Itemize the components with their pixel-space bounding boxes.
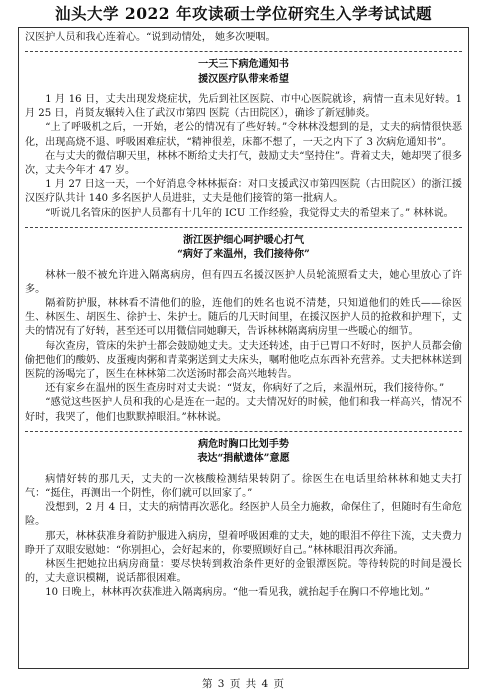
- section-title-line: 浙江医护细心呵护暖心打气: [182, 234, 305, 246]
- intro-line: 汉医护人员和我心连着心。“说到动情处， 她多次哽咽。: [25, 32, 276, 43]
- paragraph: 10 日晚上，林林再次获准进入隔离病房。“他一看见我，就抬起手在胸口不停地比划。”: [45, 587, 430, 599]
- paragraph: 每次查房，管床的朱护士都会鼓励她丈夫。丈夫还转述，由于已胃口不好时，医护人员都会偷偷把他们的酸奶、皮蛋瘦肉粥和青菜粥送到丈夫床头，嘱咐他吃点东西补充营养。丈夫把林林送到医院的汤喝完了，医生在林林第二次送汤时都会高兴地转告。: [25, 340, 462, 381]
- paragraph: 隔着防护服，林林看不清他们的脸，连他们的姓名也说不清楚，只知道他们的姓氏——徐医生、林医生、胡医生、徐护士、朱护士。随后的几天时间里，在援汉医护人员的抢救和护理下，丈夫的情况有了好转，甚至还可以用微信同她聊天，告诉林林隔离病房里一些暖心的细节。: [25, 298, 462, 338]
- section-title-line: “病好了来温州，我们接待你”: [177, 249, 310, 261]
- page-title: 汕头大学 2022 年攻读硕士学位研究生入学考试试题: [55, 4, 432, 23]
- section-title-line: 表达“捐献遗体”意愿: [197, 453, 290, 465]
- paragraph: 林医生把她拉出病房商量：要尽快转到救治条件更好的金银潭医院。等待转院的时间是漫长的，丈夫意识模糊，说话都很困难。: [25, 558, 462, 585]
- paragraph: 1 月 16 日，丈夫出现发烧症状，先后到社区医院、市中心医院就诊，病情一直未见好转。1 月 25 日，肖贤友辗转入住了武汉市第四 医院（古田院区），确诊了新冠肺炎。: [25, 94, 462, 120]
- paragraph: “感觉这些医护人员和我的心是连在一起的。丈夫情况好的时候，他们和我一样高兴，情况不好时，我哭了，他们也默默掉眼泪。”林林说。: [25, 397, 462, 423]
- section-heading: [25, 58, 462, 87]
- paragraph: “上了呼吸机之后，一开始，老公的情况有了些好转。”令林林没想到的是，丈夫的病情很快恶化，出现高烧不退、呼吸困难症状，“精神很差，床都不想了，一天之内下了 3 次病危通知书”。: [25, 122, 462, 148]
- section-heading: [25, 438, 462, 467]
- paragraph: 1 月 27 日这一天，一个好消息令林林振奋：对口支援武汉市第四医院（古田院区）的浙江援汉医疗队共计 140 多名医护人员进驻，丈夫是他们接管的第一批病人。: [25, 179, 462, 205]
- paragraph: 在与丈夫的微信聊天里，林林不断给丈夫打气，鼓励丈夫“坚持住”。背着丈夫，她却哭了很多次，丈夫今年才 47 岁。: [25, 150, 462, 177]
- paragraph: 那天，林林获准身着防护服进入病房，望着呼吸困难的丈夫，她的眼泪不停往下流，丈夫费力睁开了双眼安慰她：“你别担心，会好起来的，你要照顾好自己。”林林眼泪再次奔涌。: [25, 530, 462, 556]
- section-title-line: 援汉医疗队带来希望: [198, 73, 289, 85]
- section-title-line: 一天三下病危通知书: [198, 59, 289, 71]
- paragraph: 病情好转的那几天，丈夫的一次核酸检测结果转阴了。徐医生在电话里给林林和她丈夫打气：“挺住，再测出一个阴性，你们就可以回家了。”: [25, 473, 462, 499]
- page-number: 第 3 页 共 4 页: [201, 678, 286, 690]
- article-box: [18, 27, 469, 669]
- section-divider: [25, 51, 462, 52]
- section-divider: [25, 431, 462, 432]
- section-title-line: 病危时胸口比划手势: [198, 438, 289, 450]
- paragraph: “听说几名管床的医护人员都有十几年的 ICU 工作经验，我觉得丈夫的希望来了。” 林林说。: [45, 207, 454, 219]
- section-divider: [25, 227, 462, 228]
- section-heading: [25, 234, 462, 263]
- paragraph: 没想到，2 月 4 日，丈夫的病情再次恶化。经医护人员全力施救，命保住了，但随时有生命危险。: [25, 502, 462, 528]
- paragraph: 还有家乡在温州的医生查房时对丈夫说：“贤友，你病好了之后，来温州玩，我们接待你。”: [45, 383, 445, 395]
- paragraph: 林林一般不被允许进入隔离病房，但有四五名援汉医护人员轮流照看丈夫，她心里放心了许多。: [25, 269, 462, 295]
